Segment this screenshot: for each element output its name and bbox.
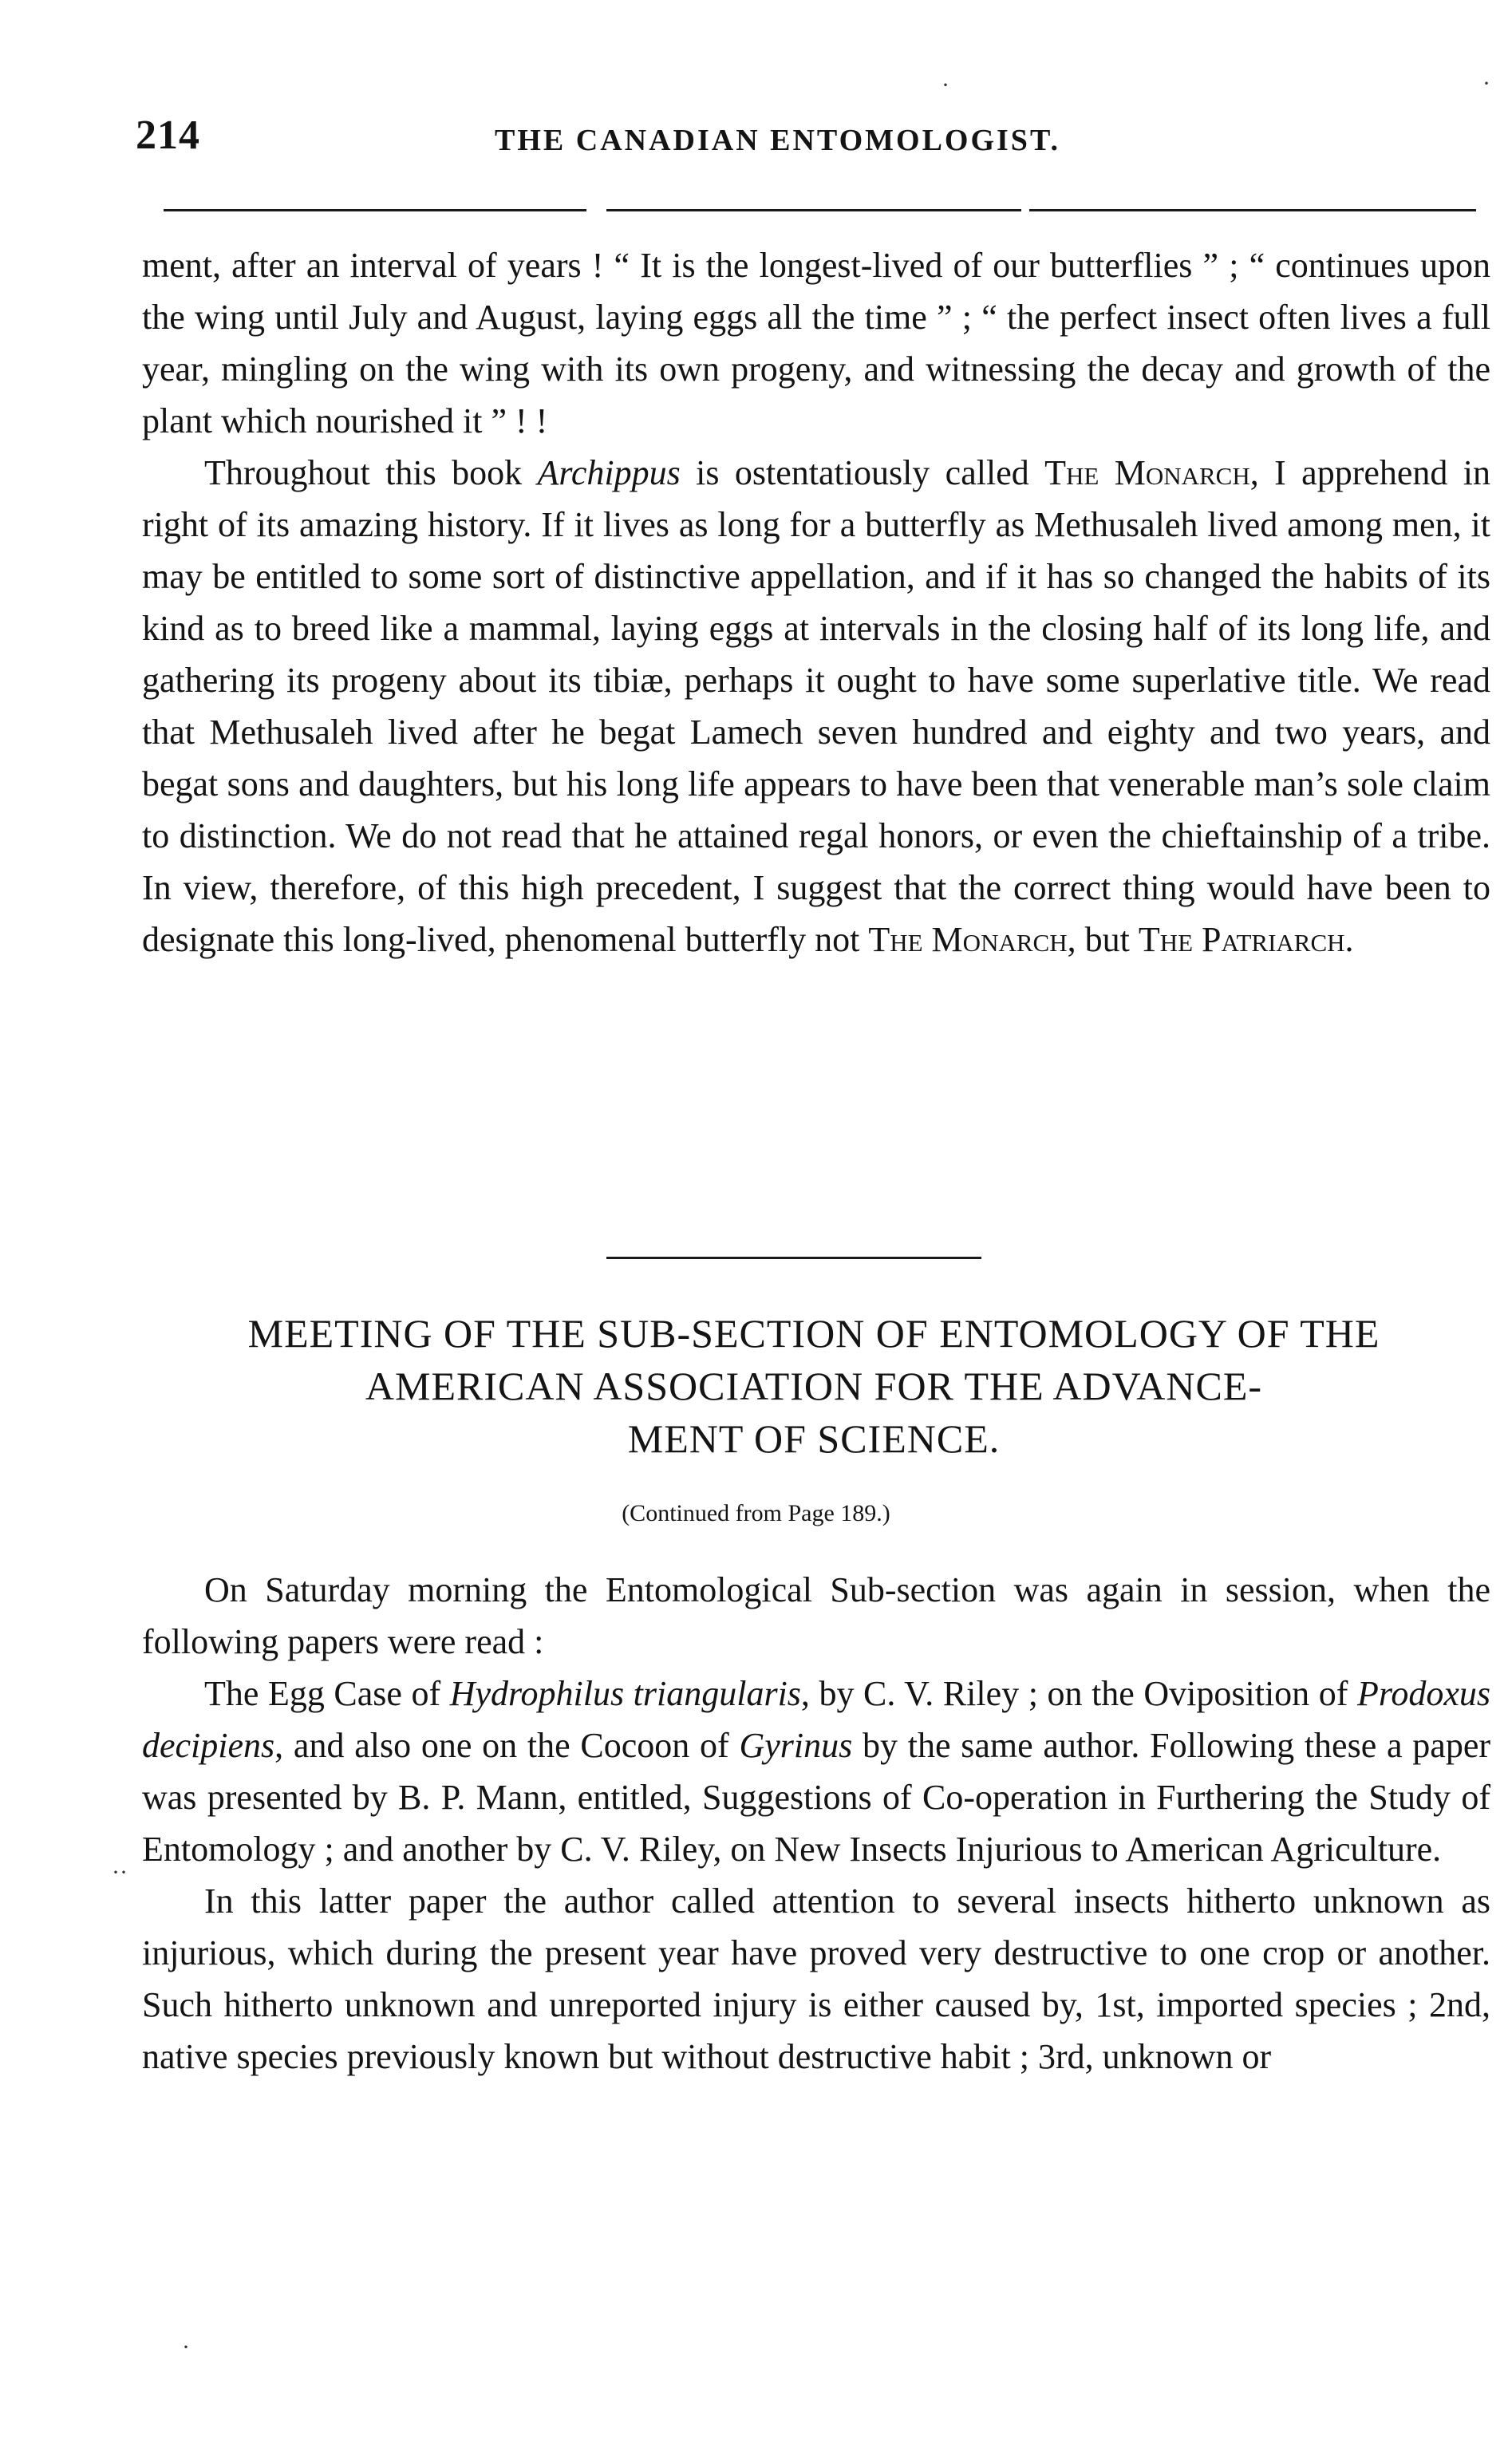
heading-line: MEETING OF THE SUB-SECTION OF ENTOMOLOGY OF THE <box>247 1311 1380 1356</box>
species-name: Prodoxus decipiens <box>142 1674 1490 1765</box>
header-rule <box>164 209 586 211</box>
text-run: , by C. V. Riley ; on the Oviposition of <box>800 1674 1357 1713</box>
print-speck: · <box>182 2334 190 2360</box>
print-speck: ·· <box>112 1859 128 1885</box>
text-run: , but <box>1067 920 1139 959</box>
header-rule <box>606 209 1021 211</box>
paragraph: On Saturday morning the Entomological Sub-section was again in session, when the following papers were read : <box>142 1570 1490 1661</box>
print-speck: · <box>1482 70 1490 97</box>
heading-line: MENT OF SCIENCE. <box>627 1416 1001 1461</box>
meeting-report <box>142 1564 1490 2083</box>
running-head <box>136 112 1492 176</box>
text-run: . <box>1344 920 1354 959</box>
small-caps-term: The Monarch <box>1044 453 1250 492</box>
journal-title: THE CANADIAN ENTOMOLOGIST. <box>495 124 1060 157</box>
page-number: 214 <box>136 113 200 158</box>
text-run: by the same author. Following these a paper was presented by B. P. Mann, entitled, Suggestions of Co-operation in Furthering the Study of Entomology ; and another by C. V. Riley, on New Insects Injurious to American Agriculture. <box>142 1726 1490 1869</box>
paragraph: ment, after an interval of years ! “ It is the longest-lived of our butterflies ” ; “ continues upon the wing until July and August, laying eggs all the time ” ; “ the perfect insect often lives a full year, mingling on the wing with its own progeny, and witnessing the decay and growth of the plant which nourished it ” ! ! <box>142 246 1490 440</box>
article-continuation <box>142 239 1490 965</box>
species-name: Hydrophilus triangularis <box>449 1674 801 1713</box>
text-run: , and also one on the Cocoon of <box>274 1726 740 1765</box>
paragraph: In this latter paper the author called attention to several insects hitherto unknown as injurious, which during the present year have proved very destructive to one crop or another. Such hitherto unknown and unreported injury is either caused by, 1st, imported species ; 2nd, native species previously known but without destructive habit ; 3rd, unknown or <box>142 1881 1490 2076</box>
text-run: is ostentatiously called <box>680 453 1045 492</box>
small-caps-term: The Patriarch <box>1138 920 1345 959</box>
small-caps-term: The Monarch <box>868 920 1068 959</box>
genus-name: Gyrinus <box>739 1726 853 1765</box>
continued-note: (Continued from Page 189.) <box>622 1500 890 1526</box>
section-heading <box>120 1307 1508 1465</box>
print-speck: · <box>942 72 949 98</box>
paragraph <box>142 447 1490 965</box>
heading-line: AMERICAN ASSOCIATION FOR THE ADVANCE- <box>365 1364 1263 1408</box>
genus-name: Archippus <box>537 453 681 492</box>
text-run: , I apprehend in right of its amazing history. If it lives as long for a butterfly as Methusaleh lived among men, it may be entitled to some sort of distinctive appellation, and if it has so changed the habits of its kind as to breed like a mammal, laying eggs at intervals in the closing half of its long life, and gathering its progeny about its tibiæ, perhaps it ought to have some superlative title. We read that Methusaleh lived after he begat Lamech seven hundred and eighty and two years, and begat sons and daughters, but his long life appears to have been that venerable man’s sole claim to distinction. We do not read that he attained regal honors, or even the chieftainship of a tribe. In view, therefore, of this high precedent, I suggest that the correct thing would have been to designate this long-lived, phenomenal butterfly not <box>142 453 1491 959</box>
text-run: The Egg Case of <box>204 1674 450 1713</box>
header-rule <box>1029 209 1476 211</box>
section-divider <box>606 1257 981 1259</box>
paragraph <box>142 1668 1490 1875</box>
text-run: Throughout this book <box>204 453 538 492</box>
